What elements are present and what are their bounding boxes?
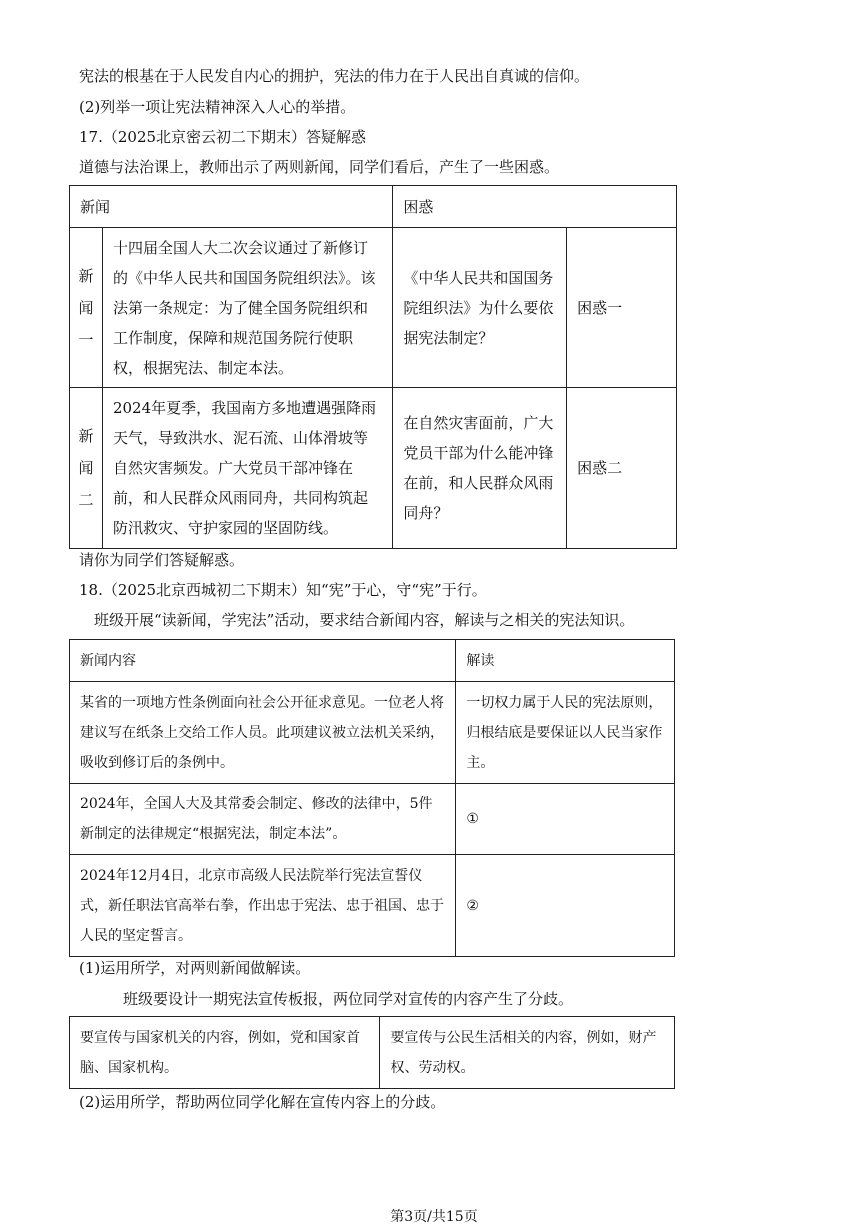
news-text: 十四届全国人大二次会议通过了新修订的《中华人民共和国国务院组织法》。该法第一条规定：为了健全国务院组织和工作制度，保障和规范国务院行使职权，根据宪法、制定本法。 [102, 228, 392, 388]
header-news: 新闻 [70, 186, 393, 228]
news-text: 2024年夏季，我国南方多地遭遇强降雨天气，导致洪水、泥石流、山体滑坡等自然灾害频发。广大党员干部冲锋在前，和人民群众风雨同舟，共同构筑起防汛救灾、守护家园的坚固防线。 [102, 388, 392, 549]
interpretation: 一切权力属于人民的宪法原则，归根结底是要保证以人民当家作主。 [456, 682, 675, 784]
question-18-intro2: 班级要设计一期宪法宣传板报，两位同学对宣传的内容产生了分歧。 [123, 990, 574, 1008]
question-17-intro: 道德与法治课上，教师出示了两则新闻，同学们看后，产生了一些困惑。 [79, 158, 560, 176]
news-confusion-table [69, 185, 677, 549]
question-16-sub2: (2)列举一项让宪法精神深入人心的举措。 [79, 98, 356, 116]
text-line: 宪法的根基在于人民发自内心的拥护，宪法的伟力在于人民出自真诚的信仰。 [79, 67, 590, 85]
news-interpretation-table [69, 639, 675, 957]
confusion-question: 在自然灾害面前，广大党员干部为什么能冲锋在前，和人民群众风雨同舟？ [393, 388, 567, 549]
student-b-opinion: 要宣传与公民生活相关的内容，例如，财产权、劳动权。 [380, 1017, 675, 1089]
header-interpretation: 解读 [456, 640, 675, 682]
header-news-content: 新闻内容 [70, 640, 456, 682]
confusion-tag: 困惑一 [567, 228, 677, 388]
question-18-sub1: (1)运用所学，对两则新闻做解读。 [79, 959, 311, 977]
interpretation-blank-2: ② [456, 855, 675, 957]
question-18-intro: 班级开展“读新闻，学宪法”活动，要求结合新闻内容，解读与之相关的宪法知识。 [94, 611, 635, 629]
header-confusion: 困惑 [393, 186, 677, 228]
student-a-opinion: 要宣传与国家机关的内容，例如，党和国家首脑、国家机构。 [70, 1017, 380, 1089]
disagreement-table [69, 1016, 675, 1089]
news-content: 2024年，全国人大及其常委会制定、修改的法律中，5件新制定的法律规定“根据宪法，制定本法”。 [70, 784, 456, 855]
news-content: 2024年12月4日，北京市高级人民法院举行宪法宣誓仪式，新任职法官高举右拳，作出忠于宪法、忠于祖国、忠于人民的坚定誓言。 [70, 855, 456, 957]
question-18-sub2: (2)运用所学，帮助两位同学化解在宣传内容上的分歧。 [79, 1093, 446, 1111]
question-18-title: 18.（2025北京西城初二下期末）知“宪”于心，守“宪”于行。 [79, 581, 487, 599]
question-17-title: 17.（2025北京密云初二下期末）答疑解惑 [79, 128, 367, 146]
confusion-tag: 困惑二 [567, 388, 677, 549]
interpretation-blank-1: ① [456, 784, 675, 855]
page-number: 第3页/共15页 [390, 1209, 478, 1225]
news-label: 新闻一 [70, 228, 103, 388]
news-content: 某省的一项地方性条例面向社会公开征求意见。一位老人将建议写在纸条上交给工作人员。此项建议被立法机关采纳，吸收到修订后的条例中。 [70, 682, 456, 784]
confusion-question: 《中华人民共和国国务院组织法》为什么要依据宪法制定？ [393, 228, 567, 388]
question-17-task: 请你为同学们答疑解惑。 [79, 551, 245, 569]
news-label: 新闻二 [70, 388, 103, 549]
